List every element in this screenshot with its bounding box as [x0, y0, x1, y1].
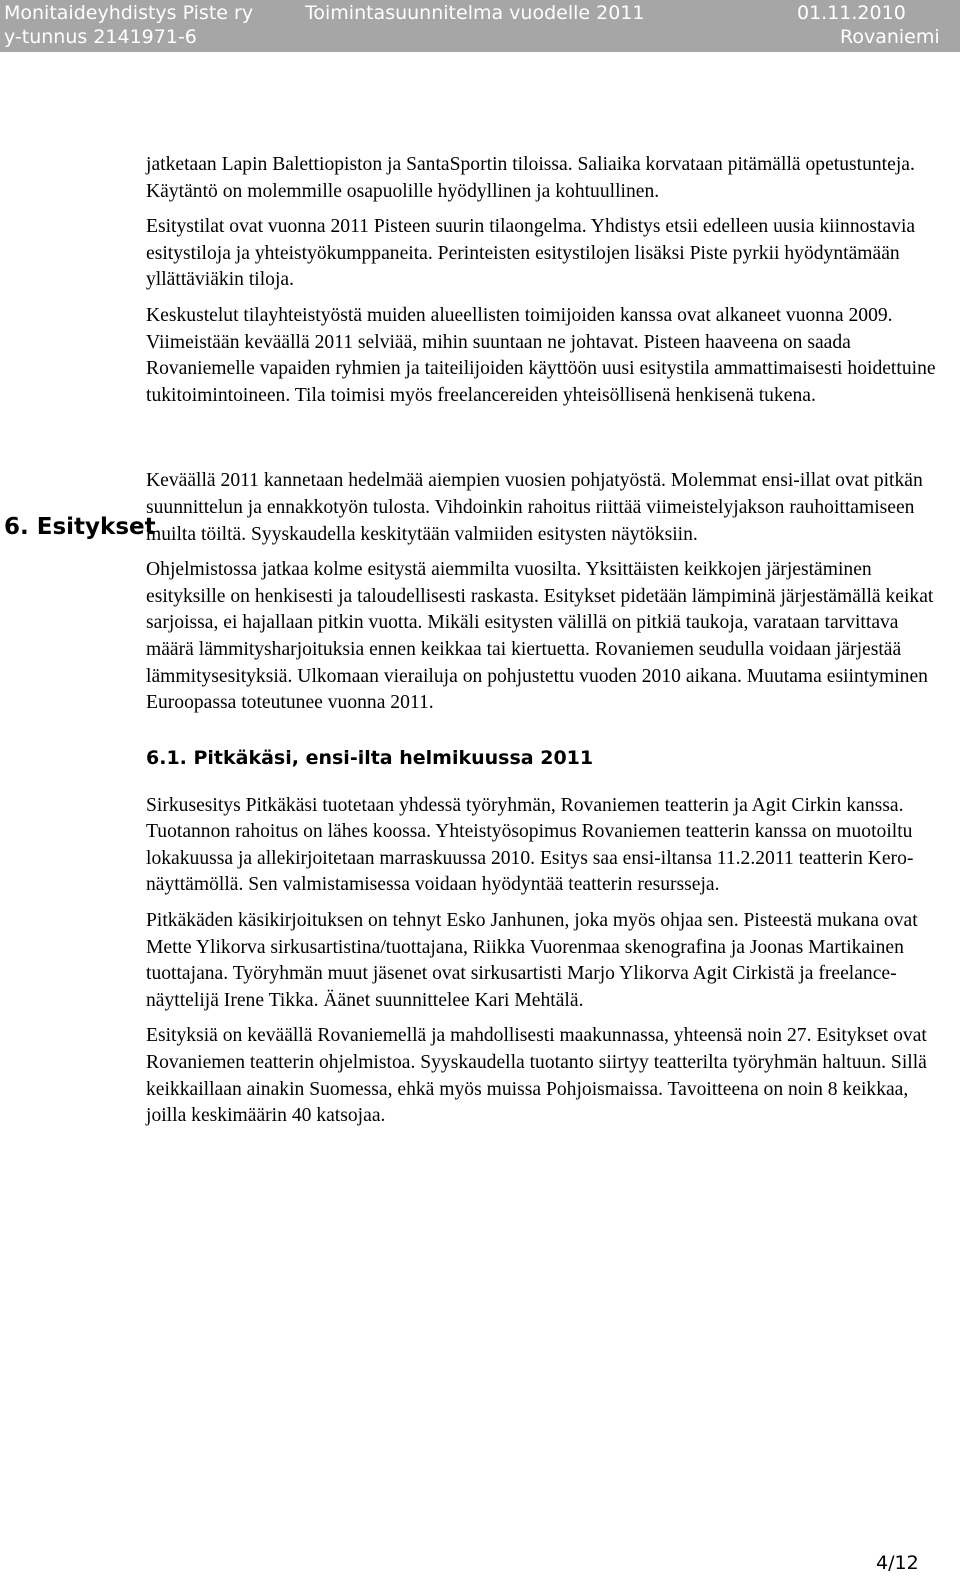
- body-paragraph: Pitkäkäden käsikirjoituksen on tehnyt Esko Janhunen, joka myös ohjaa sen. Pisteestä mukana ovat Mette Ylikorva sirkusartistina/tuottajana, Riikka Vuorenmaa skenografina ja Joonas Martikainen tuottajana. Työryhmän muut jäsenet ovat sirkusartisti Marjo Ylikorva Agit Cirkistä ja freelance-näyttelijä Irene Tikka. Äänet suunnittelee Kari Mehtälä.: [146, 910, 918, 1011]
- header-document-title: Toimintasuunnitelma vuodelle 2011: [305, 2, 645, 24]
- body-paragraph: Sirkusesitys Pitkäkäsi tuotetaan yhdessä työryhmän, Rovaniemen teatterin ja Agit Cirkin kanssa. Tuotannon rahoitus on lähes koossa. Yhteistyösopimus Rovaniemen teatterin kanssa on muotoiltu lokakuussa ja allekirjoitetaan marraskuussa 2010. Esitys saa ensi-iltansa 11.2.2011 teatterin Kero-näyttämöllä. Sen valmistamisessa voidaan hyödyntää teatterin resursseja.: [146, 794, 914, 896]
- body-paragraph: Esitystilat ovat vuonna 2011 Pisteen suurin tilaongelma. Yhdistys etsii edelleen uusia kiinnostavia esitystiloja ja yhteistyökumppaneita. Perinteisten esitystilojen lisäksi Piste pyrkii hyödyntämään yllättäviäkin tiloja.: [146, 216, 916, 291]
- page-number: 4/12: [876, 1552, 919, 1574]
- body-paragraph: Keskustelut tilayhteistyöstä muiden alueellisten toimijoiden kanssa ovat alkaneet vuonna 2009. Viimeistään keväällä 2011 selviää, mihin suuntaan ne johtavat. Pisteen haaveena on saada Rovaniemelle vapaiden ryhmien ja taiteilijoiden käyttöön uusi esitystila ammattimaisesti hoidettuine tukitoimintoineen. Tila toimisi myös freelancereiden yhteisöllisenä henkisenä tukena.: [146, 304, 936, 406]
- section-6-heading: 6. Esitykset: [4, 514, 156, 540]
- header-organization: Monitaideyhdistys Piste ry: [4, 2, 254, 24]
- body-paragraph: jatketaan Lapin Balettiopiston ja SantaSportin tiloissa. Saliaika korvataan pitämällä opetustunteja. Käytäntö on molemmille osapuolille hyödyllinen ja kohtuullinen.: [146, 154, 915, 202]
- body-paragraph: Esityksiä on keväällä Rovaniemellä ja mahdollisesti maakunnassa, yhteensä noin 27. Esitykset ovat Rovaniemen teatterin ohjelmistoa. Syyskaudella tuotanto siirtyy teatterilta työryhmän haltuun. Sillä keikkaillaan ainakin Suomessa, ehkä myös muissa Pohjoismaissa. Tavoitteena on noin 8 keikkaa, joilla keskimäärin 40 katsojaa.: [146, 1025, 927, 1127]
- document-body: [146, 152, 946, 1130]
- page-header: [0, 0, 960, 52]
- body-paragraph: Ohjelmistossa jatkaa kolme esitystä aiemmilta vuosilta. Yksittäisten keikkojen järjestäminen esityksille on henkisesti ja taloudellisesti raskasta. Esitykset pidetään lämpiminä järjestämällä keikat sarjoissa, ei hajallaan pitkin vuotta. Mikäli esitysten välillä on pitkiä taukoja, varataan tarvittava määrä lämmitysharjoituksia ennen keikkaa tai kiertuetta. Rovaniemen seudulla voidaan järjestää lämmitysesityksiä. Ulkomaan vierailuja on pohjustettu vuoden 2010 aikana. Muutama esiintyminen Euroopassa toteutunee vuonna 2011.: [146, 559, 934, 714]
- body-paragraph: Keväällä 2011 kannetaan hedelmää aiempien vuosien pohjatyöstä. Molemmat ensi-illat ovat pitkän suunnittelun ja ennakkotyön tulosta. Vihdoinkin rahoitus riittää viimeistelyjakson rauhoittamiseen muilta töiltä. Syyskaudella keskitytään valmiiden esitysten näytöksiin.: [146, 470, 923, 545]
- header-date: 01.11.2010: [797, 2, 906, 24]
- section-6-1-heading: 6.1. Pitkäkäsi, ensi-ilta helmikuussa 2011: [146, 746, 594, 769]
- header-city: Rovaniemi: [840, 26, 940, 48]
- header-business-id: y-tunnus 2141971-6: [4, 26, 197, 48]
